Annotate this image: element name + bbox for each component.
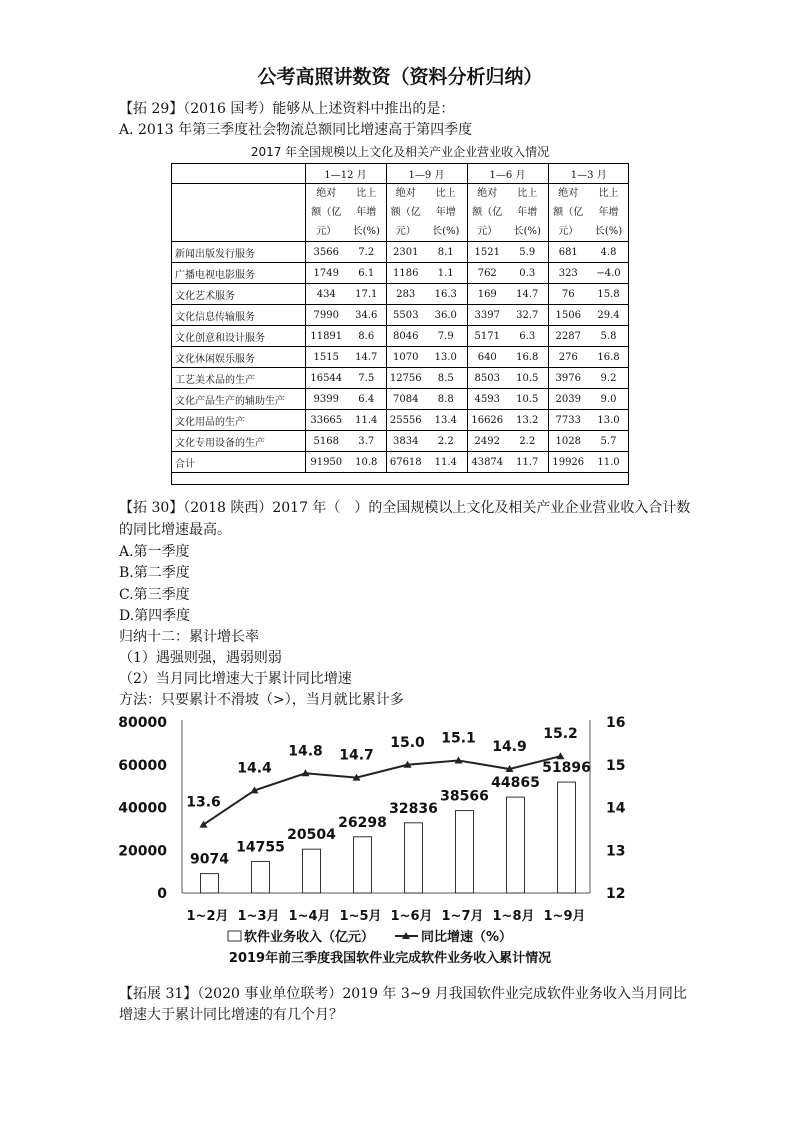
table-cell: 8.8 — [425, 389, 467, 410]
right-axis-tick-label: 15 — [606, 757, 626, 774]
bar-value-label: 20504 — [287, 827, 336, 844]
left-axis-tick-label: 20000 — [118, 843, 167, 860]
bar-value-label: 38566 — [440, 788, 489, 805]
table-cell: 7.2 — [347, 242, 386, 263]
absolute-value-header-cont: 元） — [548, 222, 588, 242]
q30-question-line2: 的同比增速最高。 — [119, 522, 231, 538]
table-cell: 32.7 — [507, 305, 548, 326]
absolute-value-header: 绝对 — [558, 188, 579, 199]
table-cell: 7084 — [386, 389, 425, 410]
table-cell: 7733 — [548, 410, 588, 431]
left-axis-tick-label: 80000 — [118, 715, 167, 731]
table-cell: 12756 — [386, 368, 425, 389]
table-cell: 19926 — [548, 452, 588, 473]
line-value-label: 14.4 — [237, 760, 272, 777]
q31-question-line1: 【拓展 31】（2020 事业单位联考）2019 年 3~9 月我国软件业完成软件业务收入当月同比 — [119, 986, 687, 1002]
x-axis-tick-label: 1~5月 — [339, 909, 382, 924]
table-cell: 1028 — [548, 431, 588, 452]
table-cell: 276 — [548, 347, 588, 368]
table-cell: 17.1 — [347, 284, 386, 305]
bar — [201, 874, 219, 893]
yoy-growth-header-cont: 年增 — [347, 203, 386, 222]
q30-option-a: A.第一季度 — [119, 544, 190, 560]
line-value-label: 15.1 — [441, 730, 476, 747]
bar-value-label: 14755 — [236, 839, 285, 856]
row-label: 新闻出版发行服务 — [171, 242, 305, 263]
table-cell: 0.3 — [507, 263, 548, 284]
line-value-label: 14.7 — [339, 747, 374, 764]
right-axis-tick-label: 12 — [606, 886, 626, 902]
table-cell: 16.3 — [425, 284, 467, 305]
yoy-growth-header-cont: 长(%) — [425, 222, 467, 242]
row-label: 文化休闲娱乐服务 — [171, 347, 305, 368]
bar — [303, 849, 321, 893]
summary-heading: 归纳十二：累计增长率 — [119, 629, 259, 645]
table-cell: 6.4 — [347, 389, 386, 410]
line-value-label: 15.2 — [543, 726, 578, 743]
table-cell: 11.4 — [425, 452, 467, 473]
table-cell: 5171 — [467, 326, 507, 347]
right-axis-tick-label: 14 — [606, 800, 626, 817]
table-cell: 14.7 — [507, 284, 548, 305]
table-cell: 29.4 — [588, 305, 629, 326]
absolute-value-header-cont: 额（亿 — [472, 207, 503, 218]
bar — [558, 782, 576, 893]
table-cell: 33665 — [305, 410, 347, 431]
bar — [354, 837, 372, 893]
table-cell: 2301 — [386, 242, 425, 263]
absolute-value-header-cont: 元） — [305, 222, 347, 242]
table-cell: 13.4 — [425, 410, 467, 431]
table-cell: 5.7 — [588, 431, 629, 452]
legend-bar-label: 软件业务收入（亿元） — [244, 930, 375, 945]
table-cell: 11.4 — [347, 410, 386, 431]
line-value-label: 15.0 — [390, 734, 425, 751]
table-cell: −4.0 — [588, 263, 629, 284]
left-axis-tick-label: 0 — [157, 886, 167, 902]
q31-question-line2: 增速大于累计同比增速的有几个月？ — [119, 1007, 343, 1023]
table-cell: 9.0 — [588, 389, 629, 410]
yoy-growth-header-cont: 长(%) — [588, 222, 629, 242]
period-header: 1—6 月 — [467, 163, 548, 184]
table-cell: 9.2 — [588, 368, 629, 389]
row-label: 合计 — [171, 452, 305, 473]
table-cell: 8503 — [467, 368, 507, 389]
table-cell: 323 — [548, 263, 588, 284]
bar-value-label: 26298 — [338, 814, 387, 831]
line-value-label: 14.9 — [492, 739, 527, 756]
bar — [507, 797, 525, 893]
table-cell: 762 — [467, 263, 507, 284]
table-cell: 5.9 — [507, 242, 548, 263]
row-label: 文化信息传输服务 — [171, 305, 305, 326]
table-cell: 16.8 — [588, 347, 629, 368]
absolute-value-header-cont: 额（亿 — [553, 207, 584, 218]
table-caption: 2017 年全国规模以上文化及相关产业企业营业收入情况 — [250, 145, 550, 159]
table-cell: 8046 — [386, 326, 425, 347]
x-axis-tick-label: 1~9月 — [543, 909, 586, 924]
table-cell: 5168 — [305, 431, 347, 452]
absolute-value-header-cont: 元） — [386, 222, 425, 242]
table-cell: 25556 — [386, 410, 425, 431]
yoy-growth-header: 比上 — [347, 184, 386, 204]
table-cell: 283 — [386, 284, 425, 305]
bar — [252, 861, 270, 893]
yoy-growth-header: 比上 — [507, 184, 548, 204]
table-cell: 7990 — [305, 305, 347, 326]
line-value-label: 13.6 — [186, 794, 221, 811]
absolute-value-header-cont: 额（亿 — [311, 207, 342, 218]
q29-question: 【拓 29】（2016 国考）能够从上述资料中推出的是： — [119, 101, 455, 117]
table-cell: 15.8 — [588, 284, 629, 305]
line-value-label: 14.8 — [288, 743, 323, 760]
q30-option-c: C.第三季度 — [119, 587, 190, 603]
summary-point-2: （2）当月同比增速大于累计同比增速 — [119, 671, 352, 687]
table-cell: 11891 — [305, 326, 347, 347]
table-cell: 1506 — [548, 305, 588, 326]
table-cell: 36.0 — [425, 305, 467, 326]
table-cell: 3976 — [548, 368, 588, 389]
table-cell: 1515 — [305, 347, 347, 368]
table-cell: 2287 — [548, 326, 588, 347]
x-axis-tick-label: 1~6月 — [390, 909, 433, 924]
bar-value-label: 44865 — [491, 775, 540, 792]
x-axis-tick-label: 1~3月 — [237, 909, 280, 924]
legend-line-label: 同比增速（%） — [421, 930, 513, 945]
table-cell: 6.1 — [347, 263, 386, 284]
table-cell: 3566 — [305, 242, 347, 263]
period-header: 1—12 月 — [305, 163, 386, 184]
absolute-value-header-cont: 额（亿 — [390, 207, 421, 218]
table-cell: 16544 — [305, 368, 347, 389]
row-label: 文化创意和设计服务 — [171, 326, 305, 347]
table-cell: 16626 — [467, 410, 507, 431]
table-cell: 2492 — [467, 431, 507, 452]
yoy-growth-header-cont: 长(%) — [507, 222, 548, 242]
table-cell: 10.5 — [507, 368, 548, 389]
table-cell: 1186 — [386, 263, 425, 284]
bar — [456, 811, 474, 893]
x-axis-tick-label: 1~4月 — [288, 909, 331, 924]
chart-title: 2019年前三季度我国软件业完成软件业务收入累计情况 — [228, 951, 552, 966]
table-cell: 13.0 — [588, 410, 629, 431]
x-axis-tick-label: 1~8月 — [492, 909, 535, 924]
yoy-growth-header-cont: 年增 — [425, 203, 467, 222]
table-cell: 10.8 — [347, 452, 386, 473]
left-axis-tick-label: 40000 — [118, 800, 167, 817]
row-label: 文化产品生产的辅助生产 — [171, 389, 305, 410]
table-cell: 3834 — [386, 431, 425, 452]
table-cell: 8.6 — [347, 326, 386, 347]
table-cell: 11.0 — [588, 452, 629, 473]
x-axis-tick-label: 1~2月 — [186, 909, 229, 924]
table-cell: 5.8 — [588, 326, 629, 347]
q30-option-b: B.第二季度 — [119, 565, 190, 581]
line-marker — [557, 752, 565, 759]
bar-value-label: 32836 — [389, 800, 438, 817]
table-cell: 434 — [305, 284, 347, 305]
table-cell: 3397 — [467, 305, 507, 326]
table-cell: 681 — [548, 242, 588, 263]
q30-question-line1: 【拓 30】（2018 陕西）2017 年（ ）的全国规模以上文化及相关产业企业营业收入合计数 — [119, 500, 691, 516]
table-cell: 640 — [467, 347, 507, 368]
table-cell: 13.0 — [425, 347, 467, 368]
bar-value-label: 51896 — [542, 760, 591, 777]
table-cell: 34.6 — [347, 305, 386, 326]
x-axis-tick-label: 1~7月 — [441, 909, 484, 924]
page-title: 公考高照讲数资（资料分析归纳） — [257, 66, 543, 88]
row-label: 文化用品的生产 — [171, 410, 305, 431]
table-cell: 169 — [467, 284, 507, 305]
table-cell: 14.7 — [347, 347, 386, 368]
q29-option-a: A. 2013 年第三季度社会物流总额同比增速高于第四季度 — [119, 122, 473, 138]
table-cell: 6.3 — [507, 326, 548, 347]
yoy-growth-header-cont: 长(%) — [347, 222, 386, 242]
table-cell: 16.8 — [507, 347, 548, 368]
row-label: 文化专用设备的生产 — [171, 431, 305, 452]
table-cell: 5503 — [386, 305, 425, 326]
absolute-value-header: 绝对 — [395, 188, 416, 199]
left-axis-tick-label: 60000 — [118, 757, 167, 774]
bar — [405, 823, 423, 893]
summary-method: 方法：只要累计不滑坡（>），当月就比累计多 — [119, 692, 404, 708]
table-cell: 91950 — [305, 452, 347, 473]
table-cell: 8.5 — [425, 368, 467, 389]
period-header: 1—9 月 — [386, 163, 467, 184]
absolute-value-header-cont: 元） — [467, 222, 507, 242]
table-cell: 7.9 — [425, 326, 467, 347]
table-cell: 2039 — [548, 389, 588, 410]
row-label: 广播电视电影服务 — [171, 263, 305, 284]
summary-point-1: （1）遇强则强，遇弱则弱 — [119, 650, 282, 666]
table-cell: 10.5 — [507, 389, 548, 410]
row-label: 工艺美术品的生产 — [171, 368, 305, 389]
table-cell: 76 — [548, 284, 588, 305]
table-cell: 2.2 — [425, 431, 467, 452]
table-cell: 8.1 — [425, 242, 467, 263]
table-cell: 4.8 — [588, 242, 629, 263]
table-cell: 1070 — [386, 347, 425, 368]
table-cell: 13.2 — [507, 410, 548, 431]
table-cell: 2.2 — [507, 431, 548, 452]
table-cell: 11.7 — [507, 452, 548, 473]
table-cell: 67618 — [386, 452, 425, 473]
q30-option-d: D.第四季度 — [119, 608, 191, 624]
table-cell: 1521 — [467, 242, 507, 263]
absolute-value-header: 绝对 — [316, 188, 337, 199]
yoy-growth-header: 比上 — [425, 184, 467, 204]
table-cell: 4593 — [467, 389, 507, 410]
table-cell: 7.5 — [347, 368, 386, 389]
absolute-value-header: 绝对 — [477, 188, 498, 199]
row-label: 文化艺术服务 — [171, 284, 305, 305]
table-cell: 1.1 — [425, 263, 467, 284]
legend-bar-swatch — [228, 931, 241, 941]
bar-value-label: 9074 — [190, 851, 229, 868]
yoy-growth-header-cont: 年增 — [507, 203, 548, 222]
table-cell: 3.7 — [347, 431, 386, 452]
right-axis-tick-label: 16 — [606, 715, 626, 731]
yoy-growth-header-cont: 年增 — [598, 207, 619, 218]
table-cell: 9399 — [305, 389, 347, 410]
yoy-growth-header: 比上 — [598, 188, 619, 199]
table-cell: 43874 — [467, 452, 507, 473]
period-header: 1—3 月 — [548, 163, 629, 184]
table-cell: 1749 — [305, 263, 347, 284]
right-axis-tick-label: 13 — [606, 843, 626, 860]
